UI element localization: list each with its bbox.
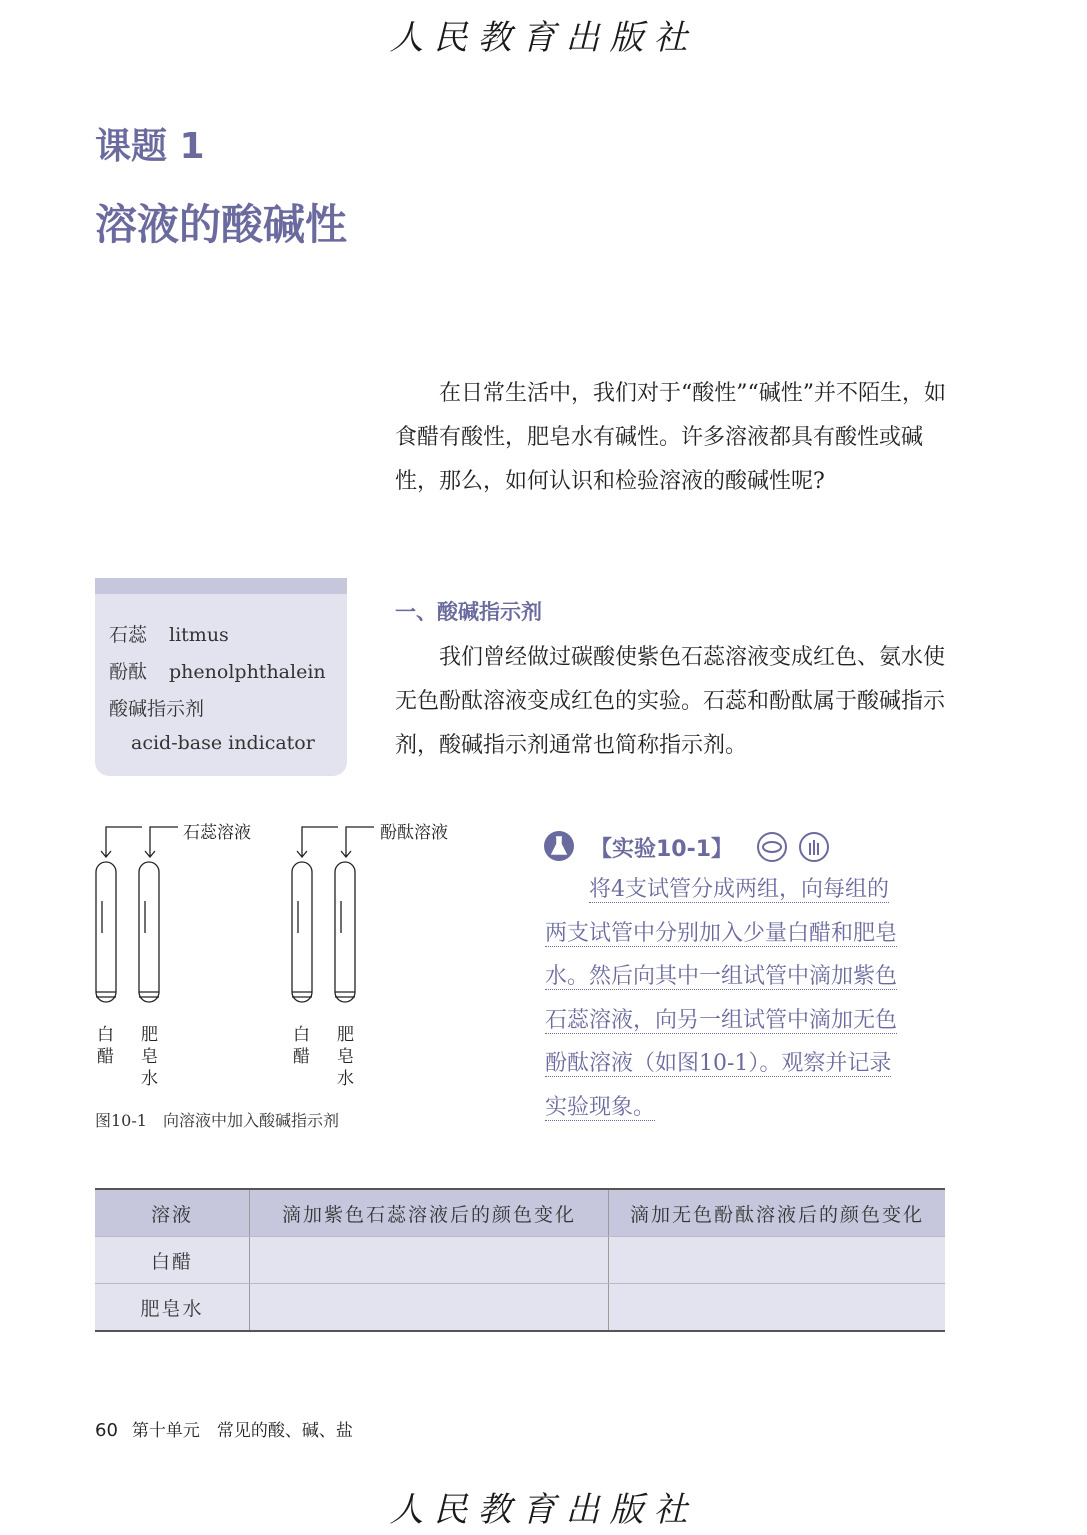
phenolphthalein-label: 酚酞溶液	[380, 823, 448, 843]
observation-table	[95, 1188, 945, 1332]
publisher-header: 人民教育出版社	[389, 18, 698, 58]
table-cell	[250, 1284, 609, 1332]
figure-caption: 图10-1 向溶液中加入酸碱指示剂	[95, 1111, 339, 1130]
page-footer	[95, 1416, 353, 1441]
litmus-label: 石蕊溶液	[183, 823, 251, 843]
table-header: 滴加无色酚酞溶液后的颜色变化	[609, 1189, 946, 1237]
glossary-term-en: acid-base indicator	[131, 732, 315, 754]
tube-label-soap: 肥皂水	[337, 1025, 354, 1089]
dropper-arrow	[106, 827, 142, 857]
test-tube	[96, 862, 116, 1002]
intro-paragraph: 在日常生活中，我们对于“酸性”“碱性”并不陌生，如食醋有酸性，肥皂水有碱性。许多溶液都具有酸性或碱性，那么，如何认识和检验溶液的酸碱性呢?	[395, 381, 946, 494]
lesson-label: 课题 1	[95, 126, 205, 167]
table-cell	[609, 1284, 946, 1332]
test-tube	[292, 862, 312, 1002]
table-row	[95, 1284, 945, 1332]
flask-icon	[543, 830, 575, 862]
section-paragraph: 我们曾经做过碳酸使紫色石蕊溶液变成红色、氨水使无色酚酞溶液变成红色的实验。石蕊和酚酞属于酸碱指示剂，酸碱指示剂通常也简称指示剂。	[395, 645, 946, 758]
tube-label-vinegar: 白醋	[293, 1025, 310, 1067]
page-number: 60	[95, 1420, 118, 1441]
glossary-term: 石蕊 litmus	[109, 624, 229, 646]
table-cell: 白醋	[95, 1237, 250, 1284]
table-cell	[609, 1237, 946, 1284]
glossary-panel	[95, 578, 347, 776]
unit-title: 第十单元 常见的酸、碱、盐	[131, 1421, 353, 1441]
experiment-text: 将4支试管分成两组，向每组的 两支试管中分别加入少量白醋和肥皂 水。然后向其中一组试管中滴加紫色 石蕊溶液，向另一组试管中滴加无色 酚酞溶液（如图10-1）。观察并记录 实验现象。	[545, 877, 898, 1120]
test-tube	[139, 862, 159, 1002]
tube-label-soap: 肥皂水	[141, 1025, 158, 1089]
glossary-term: 酚酞 phenolphthalein	[109, 661, 326, 683]
glossary-term: 酸碱指示剂	[109, 698, 205, 720]
table-header: 溶液	[95, 1189, 250, 1237]
hand-icon	[798, 831, 830, 863]
publisher-footer: 人民教育出版社	[389, 1490, 698, 1530]
table-header: 滴加紫色石蕊溶液后的颜色变化	[250, 1189, 609, 1237]
table-cell: 肥皂水	[95, 1284, 250, 1332]
table-cell	[250, 1237, 609, 1284]
lesson-title: 溶液的酸碱性	[95, 200, 348, 249]
section-heading: 一、酸碱指示剂	[395, 600, 542, 624]
experiment-title: 【实验10-1】	[590, 837, 734, 862]
tube-label-vinegar: 白醋	[97, 1025, 114, 1067]
glossary-bar	[95, 578, 347, 594]
goggles-icon	[756, 831, 788, 863]
dropper-arrow	[302, 827, 338, 857]
table-row	[95, 1237, 945, 1284]
test-tube	[335, 862, 355, 1002]
